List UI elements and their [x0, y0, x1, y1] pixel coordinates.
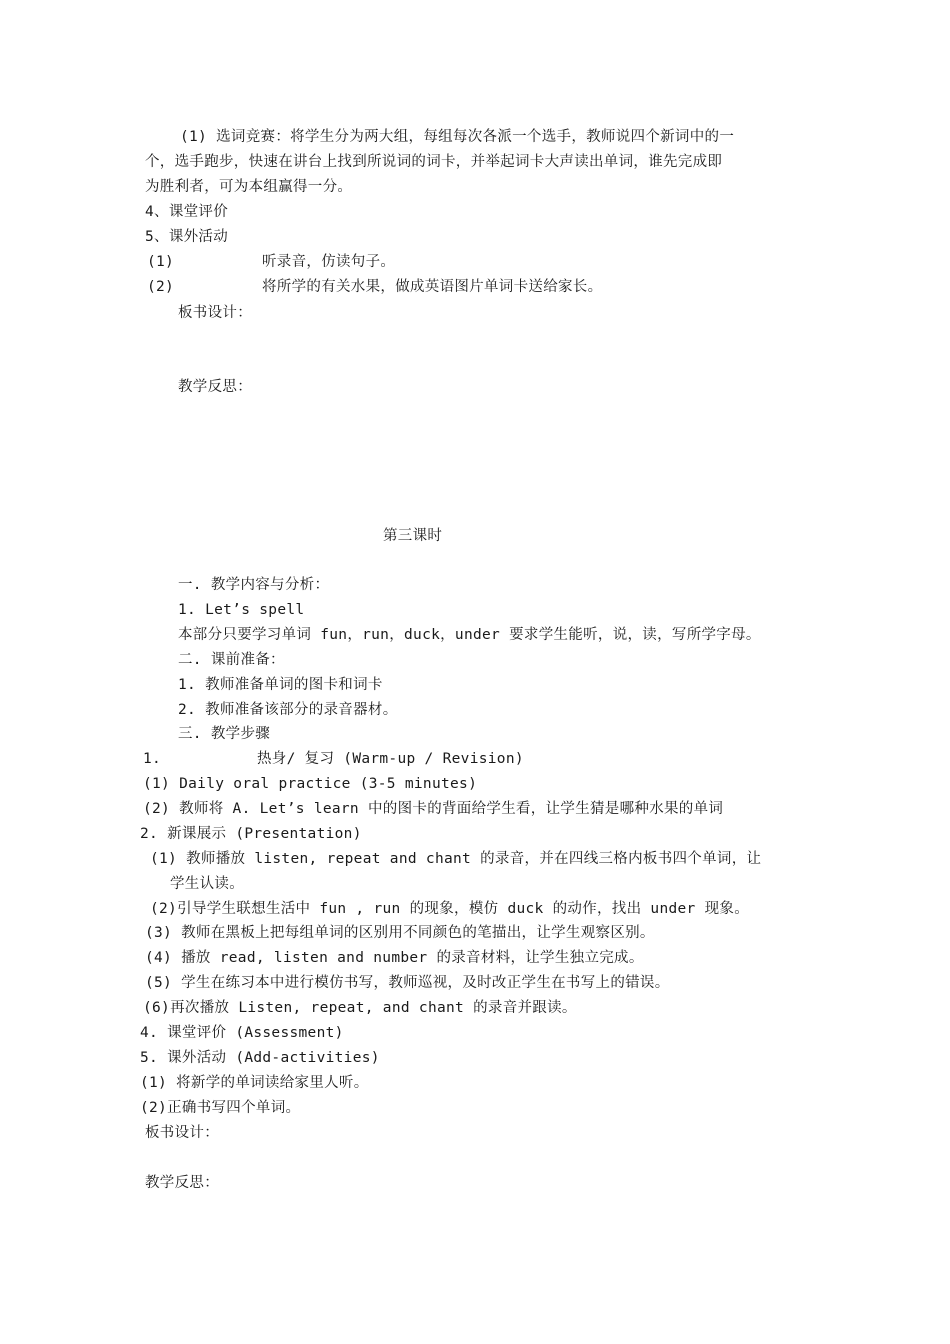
activity-1-number: (1) [147, 254, 175, 270]
reflection-label: 教学反思： [178, 379, 252, 395]
activity-1-text: 听录音，仿读句子。 [262, 254, 396, 270]
board-design-label-2: 板书设计： [145, 1125, 219, 1141]
presentation-5: (5) 学生在练习本中进行模仿书写，教师巡视，及时改正学生在书写上的错误。 [145, 975, 670, 991]
step-1-title: 热身/ 复习 (Warm-up / Revision) [257, 751, 524, 767]
step-5-heading: 5. 课外活动 (Add-activities) [140, 1050, 380, 1066]
section-1-heading: 一. 教学内容与分析： [178, 577, 330, 593]
lesson-title: 第三课时 [383, 528, 443, 544]
item-5-heading: 5、课外活动 [145, 229, 229, 245]
activity-2-number: (2) [147, 279, 175, 295]
activity-2-text: 将所学的有关水果，做成英语图片单词卡送给家长。 [262, 279, 603, 295]
presentation-1-line-2: 学生认读。 [170, 876, 244, 892]
reflection-label-2: 教学反思： [145, 1175, 219, 1191]
section-2-item-2: 2. 教师准备该部分的录音器材。 [178, 702, 398, 718]
presentation-2: (2)引导学生联想生活中 fun , run 的现象，模仿 duck 的动作，找出 under 现象。 [150, 901, 749, 917]
competition-line-1: (1) 选词竞赛：将学生分为两大组，每组每次各派一个选手，教师说四个新词中的一 [180, 129, 735, 145]
presentation-3: (3) 教师在黑板上把每组单词的区别用不同颜色的笔描出，让学生观察区别。 [145, 925, 655, 941]
after-class-activity-2: (2)正确书写四个单词。 [140, 1100, 301, 1116]
presentation-6: (6)再次播放 Listen, repeat, and chant 的录音并跟读。 [143, 1000, 577, 1016]
after-class-activity-1: (1) 将新学的单词读给家里人听。 [140, 1075, 369, 1091]
step-1-a: (1) Daily oral practice (3-5 minutes) [143, 776, 478, 792]
section-2-heading: 二. 课前准备： [178, 652, 285, 668]
item-4-heading: 4、课堂评价 [145, 204, 229, 220]
section-1-text: 本部分只要学习单词 fun，run，duck，under 要求学生能听，说，读，写所学字母。 [178, 627, 761, 643]
competition-line-2: 个，选手跑步，快速在讲台上找到所说词的词卡，并举起词卡大声读出单词，谁先完成即 [145, 154, 723, 170]
section-3-heading: 三. 教学步骤 [178, 726, 271, 742]
step-1-b: (2) 教师将 A. Let’s learn 中的图卡的背面给学生看，让学生猜是哪种水果的单词 [143, 801, 724, 817]
section-2-item-1: 1. 教师准备单词的图卡和词卡 [178, 677, 383, 693]
step-2-heading: 2. 新课展示 (Presentation) [140, 826, 362, 842]
step-4-heading: 4. 课堂评价 (Assessment) [140, 1025, 344, 1041]
competition-line-3: 为胜利者，可为本组赢得一分。 [145, 179, 353, 195]
presentation-1-line-1: (1) 教师播放 listen, repeat and chant 的录音，并在四线三格内板书四个单词，让 [150, 851, 762, 867]
presentation-4: (4) 播放 read, listen and number 的录音材料，让学生独立完成。 [145, 950, 644, 966]
section-1-subheading: 1. Let’s spell [178, 602, 305, 618]
step-1-number: 1. [143, 751, 162, 767]
board-design-label: 板书设计： [178, 305, 252, 321]
